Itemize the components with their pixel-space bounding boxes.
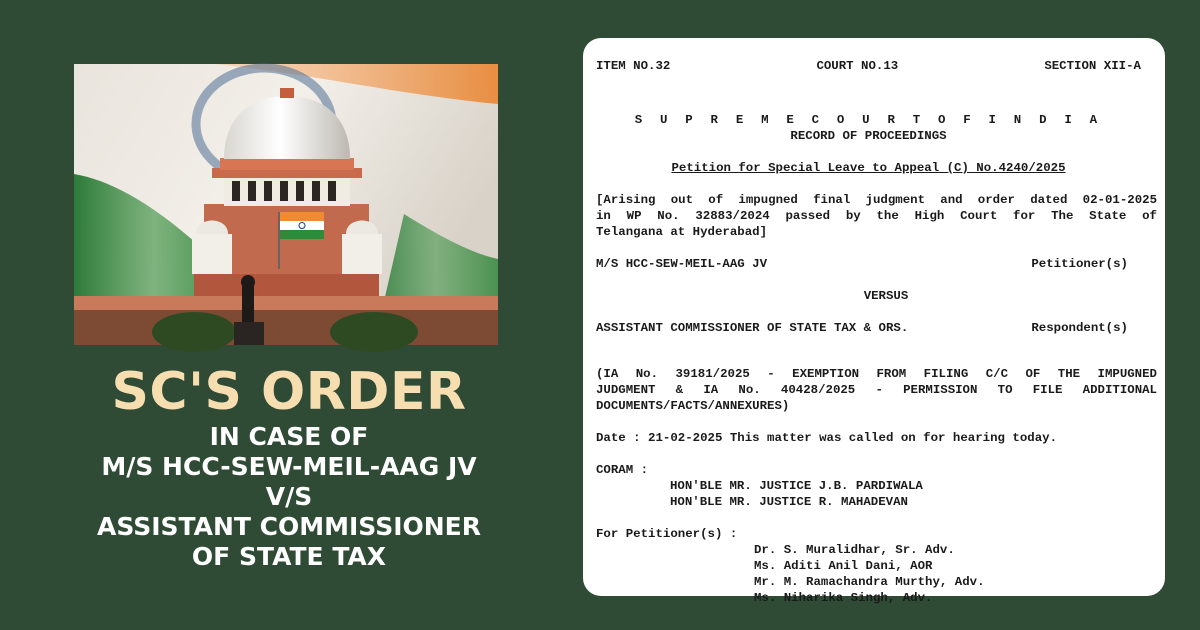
versus-label: VERSUS — [863, 289, 909, 303]
document-header-row — [596, 58, 1141, 74]
ia-line: JUDGMENT & IA No. 40428/2025 - PERMISSION TO FILE ADDITIONAL — [596, 383, 1157, 397]
court-order-document — [583, 38, 1165, 605]
counsel-name: Ms. Aditi Anil Dani, AOR — [754, 559, 933, 573]
respondent-row — [596, 320, 1128, 336]
court-name: S U P R E M E C O U R T O F I N D I A — [634, 113, 1103, 127]
petitioner-name: M/S HCC-SEW-MEIL-AAG JV — [596, 257, 768, 271]
supreme-court-building-illustration — [74, 64, 498, 345]
item-number: ITEM NO.32 — [596, 59, 671, 73]
counsel-name: Ms. Niharika Singh, Adv. — [754, 591, 933, 605]
supreme-court-photo — [74, 64, 498, 345]
hearing-date-line: Date : 21-02-2025 This matter was called on for hearing today. — [596, 431, 1058, 445]
counsel-name: Dr. S. Muralidhar, Sr. Adv. — [754, 543, 955, 557]
counsel-name: Mr. M. Ramachandra Murthy, Adv. — [754, 575, 985, 589]
ia-paragraph — [596, 366, 1157, 414]
respondent-line2-headline: OF STATE TAX — [191, 542, 387, 571]
headline-block — [74, 362, 504, 572]
case-intro: IN CASE OF — [209, 422, 369, 451]
respondent-role: Respondent(s) — [1031, 321, 1128, 335]
respondent-line1-headline: ASSISTANT COMMISSIONER — [96, 512, 482, 541]
judge-name: HON'BLE MR. JUSTICE J.B. PARDIWALA — [670, 479, 923, 493]
for-petitioner-label: For Petitioner(s) : — [596, 527, 738, 541]
petitioner-role: Petitioner(s) — [1031, 257, 1128, 271]
arising-line: Telangana at Hyderabad] — [596, 225, 768, 239]
order-title: SC'S ORDER — [111, 362, 467, 422]
ia-line: (IA No. 39181/2025 - EXEMPTION FROM FILING C/C OF THE IMPUGNED — [596, 367, 1157, 381]
court-number: COURT NO.13 — [816, 59, 899, 73]
coram-label: CORAM : — [596, 463, 649, 477]
respondent-name: ASSISTANT COMMISSIONER OF STATE TAX & ORS. — [596, 321, 909, 335]
record-of-proceedings: RECORD OF PROCEEDINGS — [790, 129, 947, 143]
arising-line: in WP No. 32883/2024 passed by the High Court for The State of — [596, 209, 1157, 223]
petitioner-name-headline: M/S HCC-SEW-MEIL-AAG JV — [101, 452, 477, 481]
versus-headline: V/S — [265, 482, 313, 511]
section-label: SECTION XII-A — [1044, 59, 1141, 73]
arising-paragraph — [596, 192, 1157, 240]
judge-name: HON'BLE MR. JUSTICE R. MAHADEVAN — [670, 495, 908, 509]
petition-title: Petition for Special Leave to Appeal (C) No.4240/2025 — [671, 161, 1066, 175]
arising-line: [Arising out of impugned final judgment and order dated 02-01-2025 — [596, 193, 1157, 207]
petitioner-row — [596, 256, 1128, 272]
ia-line: DOCUMENTS/FACTS/ANNEXURES) — [596, 399, 790, 413]
